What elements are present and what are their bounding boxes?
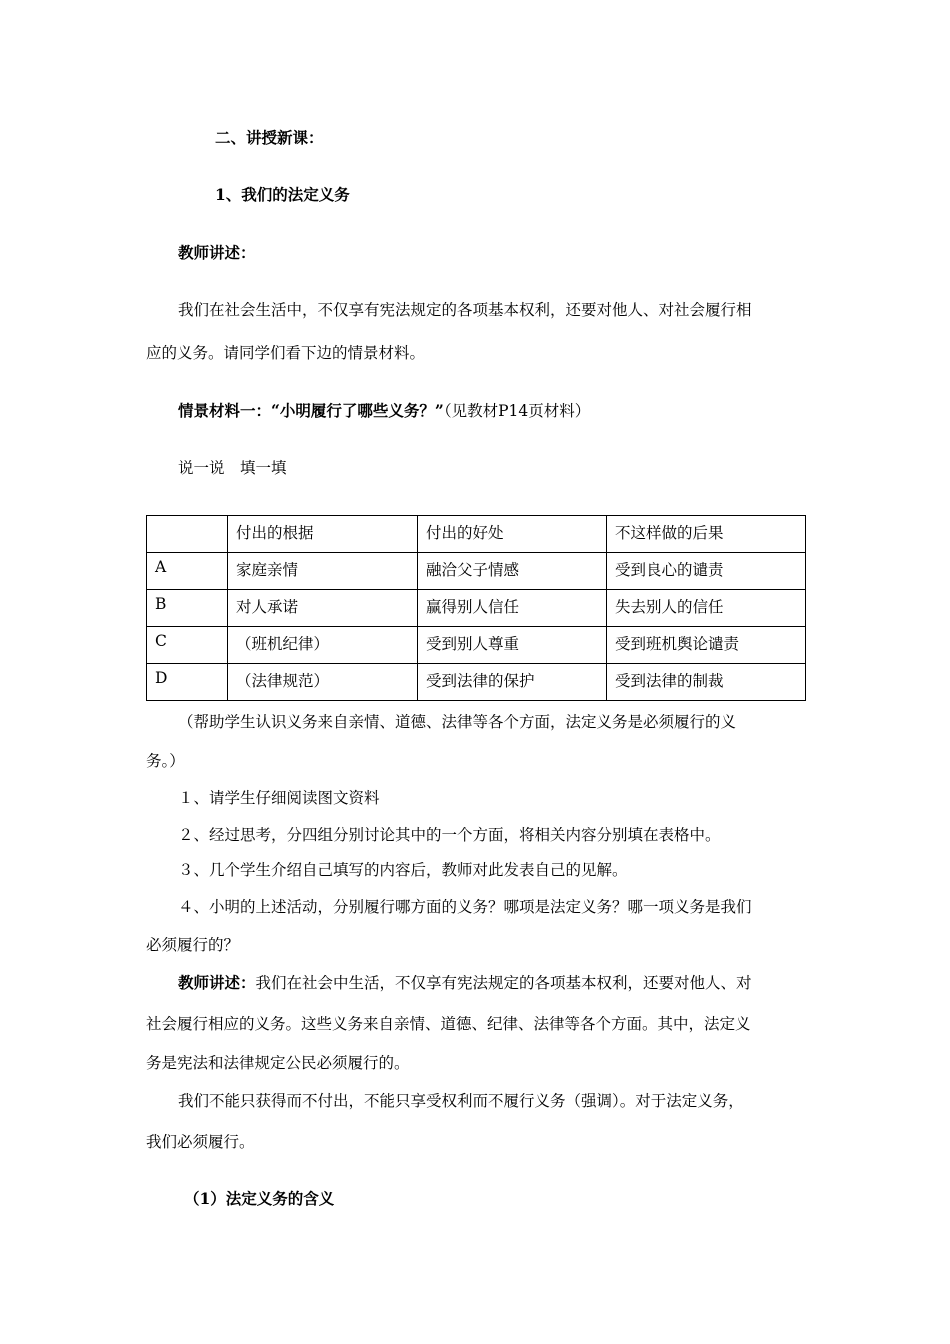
teacher-narration-2-text: 我们在社会中生活，不仅享有宪法规定的各项基本权利，还要对他人、对 <box>255 974 752 992</box>
step-item: ３、几个学生介绍自己填写的内容后，教师对此发表自己的见解。 <box>178 861 628 879</box>
teacher-narration-2-line2: 社会履行相应的义务。这些义务来自亲情、道德、纪律、法律等各个方面。其中，法定义 <box>146 1015 751 1033</box>
scenario-note: （见教材P14页材料） <box>443 402 591 420</box>
table-cell: 受到法律的保护 <box>418 664 607 701</box>
table-header-cell <box>147 516 228 553</box>
table-cell: 受到良心的谴责 <box>607 553 806 590</box>
table-cell: 失去别人的信任 <box>607 590 806 627</box>
activity-label: 说一说 填一填 <box>178 459 287 477</box>
teacher-narration-2-label: 教师讲述： <box>178 973 256 992</box>
obligation-table <box>146 515 806 701</box>
step-item: １、请学生仔细阅读图文资料 <box>178 789 380 807</box>
scenario-heading <box>178 400 590 422</box>
table-cell: 家庭亲情 <box>228 553 418 590</box>
table-cell: B <box>147 590 228 627</box>
table-row <box>147 627 806 664</box>
teacher-narration-2-line3: 务是宪法和法律规定公民必须履行的。 <box>146 1054 410 1072</box>
table-cell: 赢得别人信任 <box>418 590 607 627</box>
table-header-cell: 付出的根据 <box>228 516 418 553</box>
section-heading: 二、讲授新课： <box>215 128 324 147</box>
subsection-title: 1、我们的法定义务 <box>215 185 350 204</box>
table-cell: A <box>147 553 228 590</box>
table-cell: 受到别人尊重 <box>418 627 607 664</box>
table-row <box>147 553 806 590</box>
emphasis-paragraph-line2: 我们必须履行。 <box>146 1133 255 1151</box>
table-cell: 受到班机舆论谴责 <box>607 627 806 664</box>
step-item: ２、经过思考，分四组分别讨论其中的一个方面，将相关内容分别填在表格中。 <box>178 826 721 844</box>
scenario-label: 情景材料一：“小明履行了哪些义务？” <box>178 401 444 420</box>
table-header-cell: 不这样做的后果 <box>607 516 806 553</box>
table-row <box>147 664 806 701</box>
table-cell: 受到法律的制裁 <box>607 664 806 701</box>
table-header-row <box>147 516 806 553</box>
table-row <box>147 590 806 627</box>
step-item-continuation: 必须履行的？ <box>146 936 240 954</box>
intro-paragraph-line1: 我们在社会生活中，不仅享有宪法规定的各项基本权利，还要对他人、对社会履行相 <box>178 301 752 319</box>
table-cell: 融洽父子情感 <box>418 553 607 590</box>
subsection-title: （1）法定义务的含义 <box>184 1189 335 1208</box>
table-cell: （法律规范） <box>228 664 418 701</box>
table-cell: C <box>147 627 228 664</box>
intro-paragraph-line2: 应的义务。请同学们看下边的情景材料。 <box>146 344 426 362</box>
step-item: ４、小明的上述活动，分别履行哪方面的义务？哪项是法定义务？哪一项义务是我们 <box>178 898 752 916</box>
emphasis-paragraph-line1: 我们不能只获得而不付出，不能只享受权利而不履行义务（强调）。对于法定义务， <box>178 1092 744 1110</box>
help-note-line1: （帮助学生认识义务来自亲情、道德、法律等各个方面，法定义务是必须履行的义 <box>178 713 737 731</box>
teacher-narration-2-line1 <box>178 972 752 994</box>
table-cell: D <box>147 664 228 701</box>
table-cell: （班机纪律） <box>228 627 418 664</box>
table-cell: 对人承诺 <box>228 590 418 627</box>
table-header-cell: 付出的好处 <box>418 516 607 553</box>
help-note-line2: 务。） <box>146 752 185 770</box>
teacher-narration-label: 教师讲述： <box>178 243 256 262</box>
